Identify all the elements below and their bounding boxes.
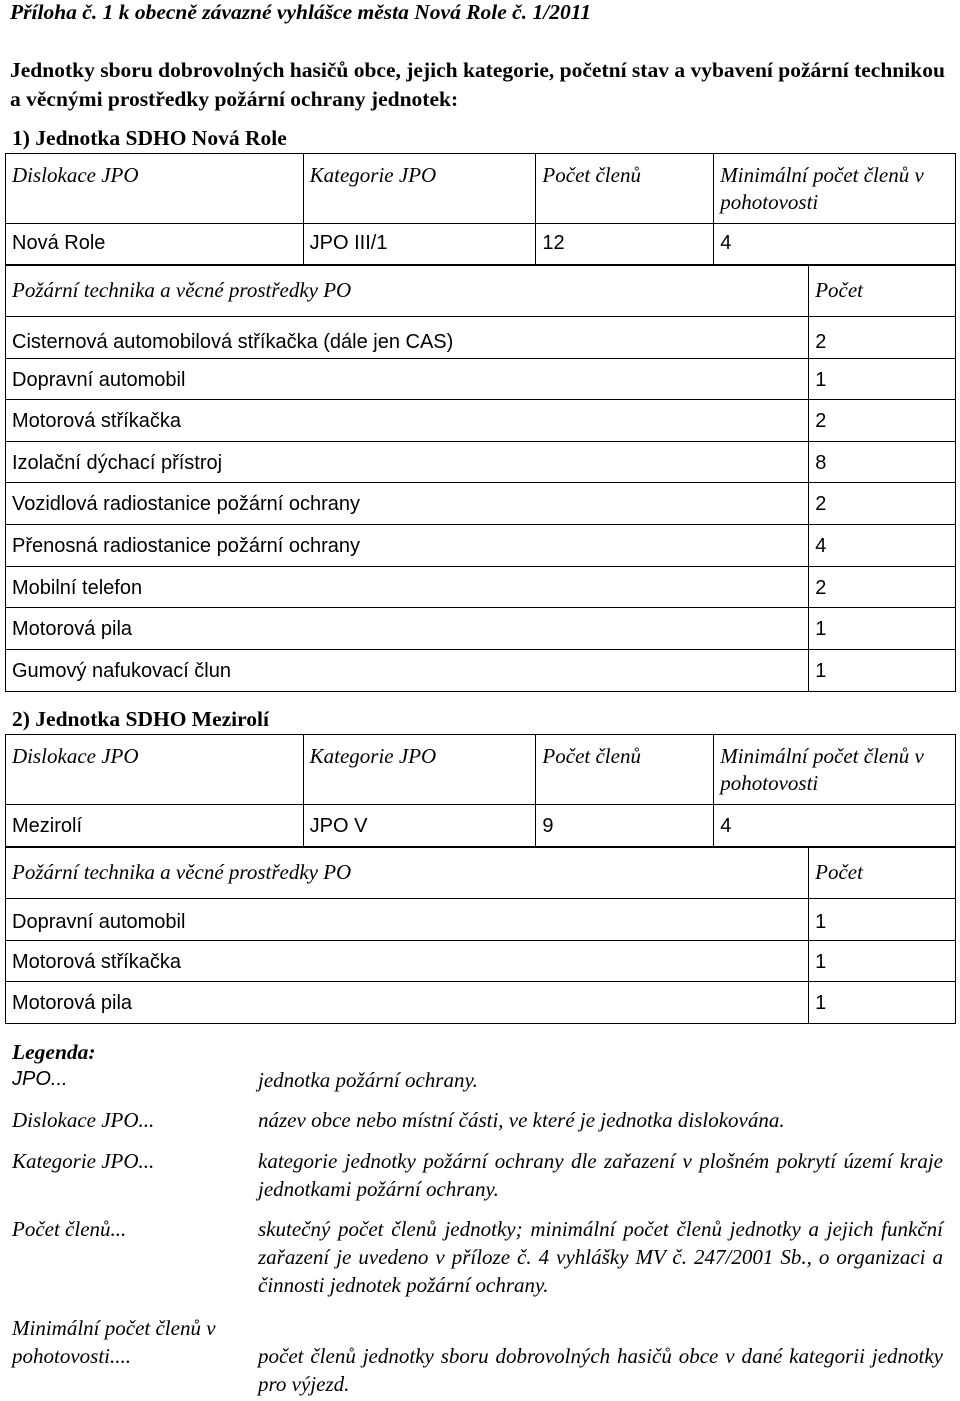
equipment-name: Vozidlová radiostanice požární ochrany	[6, 483, 809, 525]
unit-2-header-kategorie: Kategorie JPO	[303, 735, 536, 805]
equipment-name: Cisternová automobilová stříkačka (dále jen CAS)	[6, 317, 809, 359]
legend-title: Legenda:	[12, 1040, 96, 1064]
equipment-count: 2	[809, 483, 956, 525]
unit-2-minimalni: 4	[714, 805, 956, 847]
equipment-name: Dopravní automobil	[6, 359, 809, 400]
unit-1-equipment-header-name: Požární technika a věcné prostředky PO	[6, 266, 809, 317]
unit-2-dislokace: Mezirolí	[6, 805, 304, 847]
equipment-name: Motorová pila	[6, 982, 809, 1024]
unit-1-pocet: 12	[536, 224, 714, 265]
equipment-name: Přenosná radiostanice požární ochrany	[6, 525, 809, 567]
unit-2-header-dislokace: Dislokace JPO	[6, 735, 304, 805]
equipment-count: 2	[809, 400, 956, 442]
unit-2-header-pocet: Počet členů	[536, 735, 714, 805]
unit-1-header-minimalni: Minimální počet členů v pohotovosti	[714, 154, 956, 224]
unit-2-header-minimalni: Minimální počet členů v pohotovosti	[714, 735, 956, 805]
unit-1-header-pocet: Počet členů	[536, 154, 714, 224]
document-title: Jednotky sboru dobrovolných hasičů obce, jejich kategorie, početní stav a vybavení požární technikou a věcnými prostředky požární ochrany jednotek:	[10, 58, 945, 111]
legend-term-dislokace: Dislokace JPO...	[12, 1108, 155, 1132]
legend-term-minimalni: Minimální počet členů v pohotovosti....	[12, 1316, 216, 1368]
legend-term-kategorie: Kategorie JPO...	[12, 1149, 155, 1173]
equipment-count: 1	[809, 941, 956, 982]
unit-1-equipment-header-count: Počet	[809, 266, 956, 317]
legend-def-pocet: skutečný počet členů jednotky; minimální počet členů jednotky a jejich funkční zařazení je uvedeno v příloze č. 4 vyhlášky MV č. 247/2001 Sb., o organizaci a činnosti jednotek požární ochrany.	[258, 1217, 943, 1297]
unit-2-heading: 2) Jednotka SDHO Mezirolí	[12, 707, 269, 731]
equipment-count: 8	[809, 442, 956, 483]
annex-header: Příloha č. 1 k obecně závazné vyhlášce města Nová Role č. 1/2011	[10, 0, 592, 24]
unit-2-table	[5, 734, 956, 847]
legend-def-jpo: jednotka požární ochrany.	[258, 1068, 478, 1092]
equipment-count: 2	[809, 317, 956, 359]
equipment-name: Dopravní automobil	[6, 899, 809, 941]
legend-def-dislokace: název obce nebo místní části, ve které je jednotka dislokována.	[258, 1108, 785, 1132]
equipment-name: Izolační dýchací přístroj	[6, 442, 809, 483]
unit-1-heading: 1) Jednotka SDHO Nová Role	[12, 126, 287, 150]
equipment-count: 2	[809, 567, 956, 608]
equipment-name: Mobilní telefon	[6, 567, 809, 608]
legend-def-minimalni: počet členů jednotky sboru dobrovolných hasičů obce v dané kategorii jednotky pro výjezd.	[258, 1344, 943, 1396]
equipment-name: Motorová pila	[6, 608, 809, 650]
unit-1-equipment-table	[5, 265, 956, 692]
equipment-count: 1	[809, 899, 956, 941]
unit-2-equipment-header-count: Počet	[809, 848, 956, 899]
equipment-name: Motorová stříkačka	[6, 941, 809, 982]
legend-def-kategorie: kategorie jednotky požární ochrany dle zařazení v plošném pokrytí území kraje jednotkami požární ochrany.	[258, 1149, 943, 1201]
unit-2-equipment-table	[5, 847, 956, 1024]
equipment-count: 1	[809, 608, 956, 650]
equipment-count: 1	[809, 359, 956, 400]
unit-2-pocet: 9	[536, 805, 714, 847]
unit-1-minimalni: 4	[714, 224, 956, 265]
unit-1-table	[5, 153, 956, 265]
equipment-count: 1	[809, 982, 956, 1024]
unit-2-kategorie: JPO V	[303, 805, 536, 847]
unit-2-equipment-header-name: Požární technika a věcné prostředky PO	[6, 848, 809, 899]
equipment-count: 4	[809, 525, 956, 567]
equipment-name: Gumový nafukovací člun	[6, 650, 809, 692]
equipment-count: 1	[809, 650, 956, 692]
unit-1-header-dislokace: Dislokace JPO	[6, 154, 304, 224]
unit-1-dislokace: Nová Role	[6, 224, 304, 265]
legend-term-pocet: Počet členů...	[12, 1217, 127, 1241]
equipment-name: Motorová stříkačka	[6, 400, 809, 442]
unit-1-header-kategorie: Kategorie JPO	[303, 154, 536, 224]
legend-term-jpo: JPO...	[12, 1068, 68, 1090]
unit-1-kategorie: JPO III/1	[303, 224, 536, 265]
